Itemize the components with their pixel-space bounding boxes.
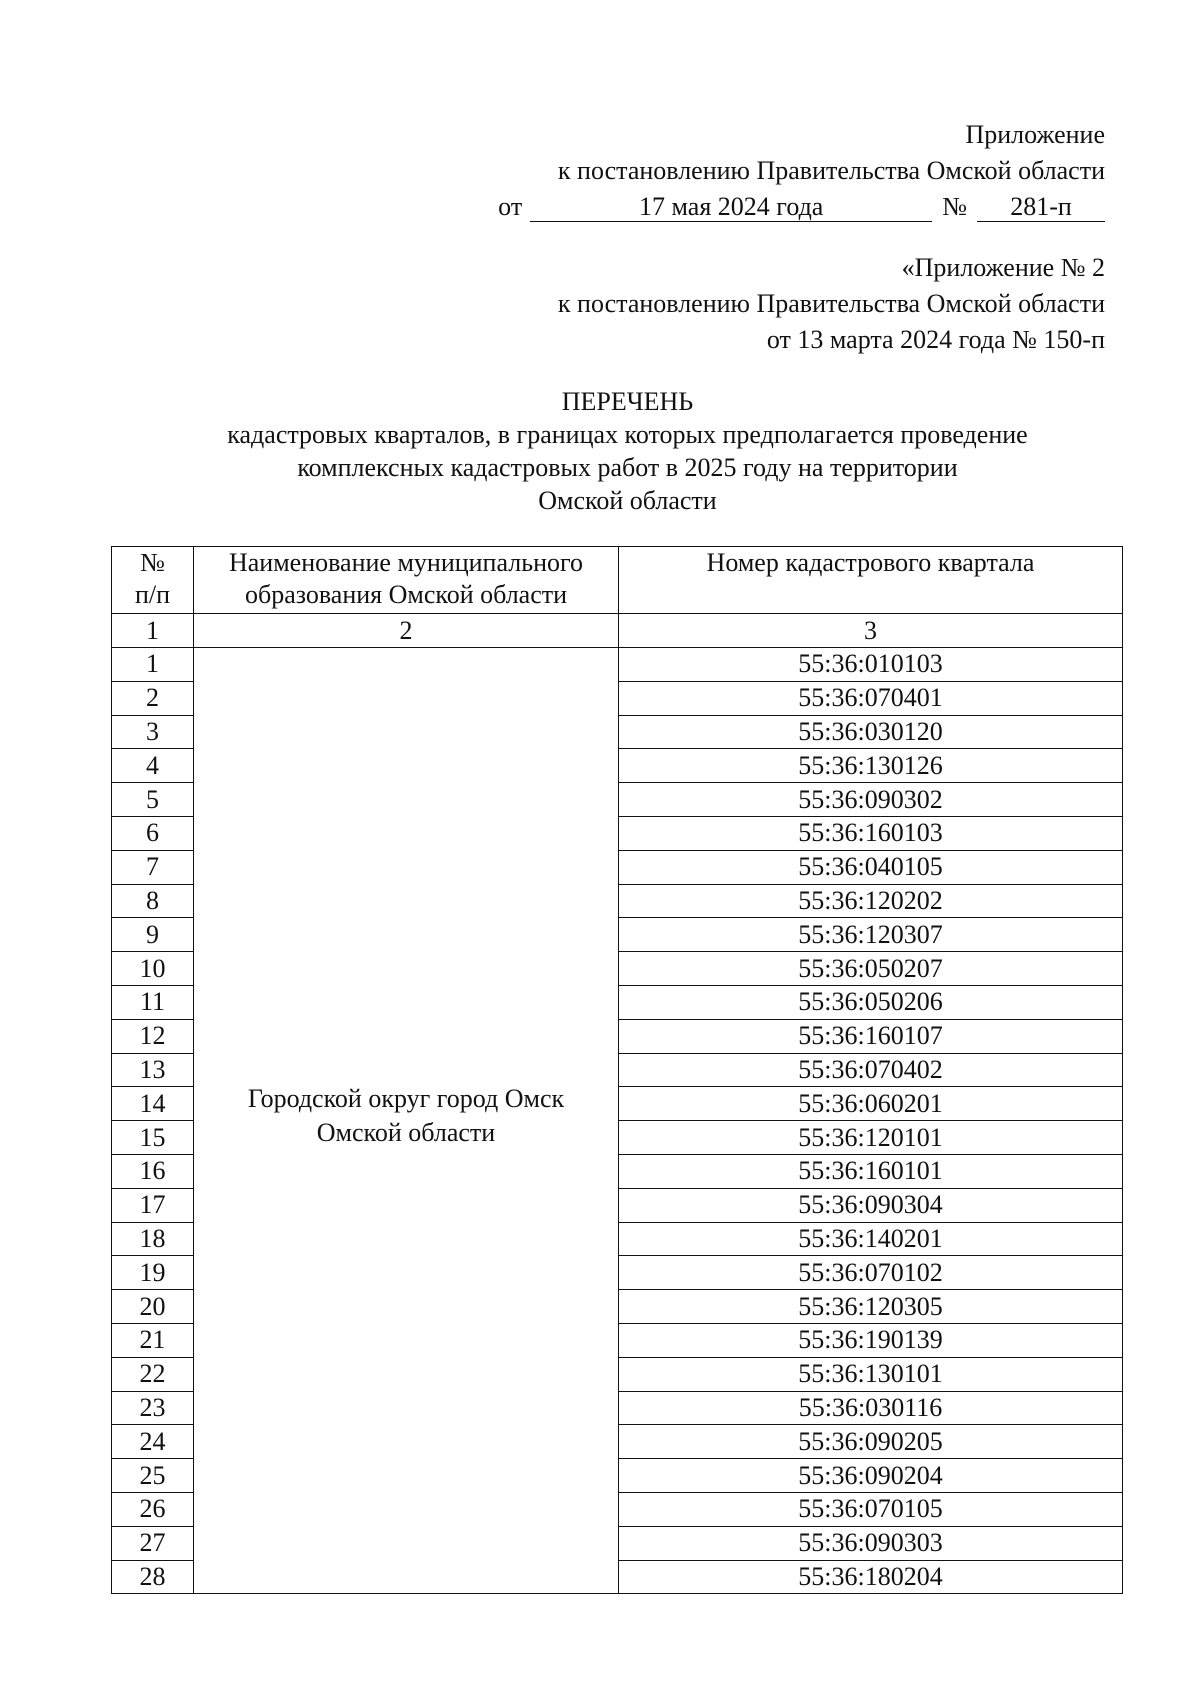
header-number: № п/п	[112, 547, 194, 614]
table-body	[112, 648, 1123, 1594]
header-municipality: Наименование муниципального образования Омской области	[194, 547, 619, 614]
decree-number: 281-п	[977, 193, 1105, 222]
cadastral-number: 55:36:030116	[619, 1391, 1123, 1425]
header-cadastral-number: Номер кадастрового квартала	[619, 547, 1123, 614]
row-number: 15	[112, 1121, 194, 1155]
title-heading: ПЕРЕЧЕНЬ	[561, 387, 694, 416]
table-header-row	[112, 547, 1123, 614]
cadastral-number: 55:36:060201	[619, 1087, 1123, 1121]
row-number: 2	[112, 681, 194, 715]
row-number: 4	[112, 749, 194, 783]
row-number: 22	[112, 1357, 194, 1391]
row-number: 24	[112, 1425, 194, 1459]
row-number: 13	[112, 1053, 194, 1087]
cadastral-number: 55:36:130101	[619, 1357, 1123, 1391]
title-line-1: кадастровых кварталов, в границах которых предполагается проведение	[227, 420, 1028, 449]
row-number: 10	[112, 952, 194, 986]
row-number: 20	[112, 1290, 194, 1324]
from-prefix: от	[498, 192, 523, 221]
row-number: 8	[112, 884, 194, 918]
cadastral-number: 55:36:050206	[619, 985, 1123, 1019]
municipality-line-1: Городской округ город Омск	[247, 1083, 565, 1113]
amended-appendix-decree-line: к постановлению Правительства Омской области	[557, 289, 1105, 318]
cadastral-number: 55:36:130126	[619, 749, 1123, 783]
row-number: 26	[112, 1492, 194, 1526]
row-number: 12	[112, 1019, 194, 1053]
cadastral-number: 55:36:120101	[619, 1121, 1123, 1155]
cadastral-number: 55:36:180204	[619, 1560, 1123, 1594]
column-number-1: 1	[112, 614, 194, 648]
row-number: 27	[112, 1526, 194, 1560]
municipality-cell	[194, 648, 619, 1594]
cadastral-number: 55:36:010103	[619, 648, 1123, 682]
cadastral-quarters-table	[111, 546, 1123, 1594]
appendix-header	[498, 117, 1105, 225]
cadastral-number: 55:36:090204	[619, 1459, 1123, 1493]
cadastral-number: 55:36:140201	[619, 1222, 1123, 1256]
row-number: 23	[112, 1391, 194, 1425]
row-number: 3	[112, 715, 194, 749]
cadastral-number: 55:36:030120	[619, 715, 1123, 749]
cadastral-number: 55:36:090303	[619, 1526, 1123, 1560]
document-title	[0, 385, 1200, 517]
row-number: 5	[112, 783, 194, 817]
municipality-line-2: Омской области	[316, 1117, 496, 1147]
row-number: 28	[112, 1560, 194, 1594]
cadastral-number: 55:36:050207	[619, 952, 1123, 986]
row-number: 21	[112, 1323, 194, 1357]
cadastral-number: 55:36:120202	[619, 884, 1123, 918]
number-sign: №	[942, 192, 967, 221]
row-number: 18	[112, 1222, 194, 1256]
cadastral-number: 55:36:120307	[619, 918, 1123, 952]
cadastral-number: 55:36:160107	[619, 1019, 1123, 1053]
cadastral-number: 55:36:190139	[619, 1323, 1123, 1357]
row-number: 14	[112, 1087, 194, 1121]
row-number: 16	[112, 1154, 194, 1188]
amended-appendix-title: «Приложение № 2	[901, 253, 1105, 282]
column-number-2: 2	[194, 614, 619, 648]
row-number: 7	[112, 850, 194, 884]
cadastral-number: 55:36:090205	[619, 1425, 1123, 1459]
appendix-date-number-line	[498, 189, 1105, 225]
column-numbers-row	[112, 614, 1123, 648]
cadastral-number: 55:36:070401	[619, 681, 1123, 715]
cadastral-number: 55:36:160103	[619, 816, 1123, 850]
cadastral-number: 55:36:090302	[619, 783, 1123, 817]
row-number: 1	[112, 648, 194, 682]
amended-appendix-header	[558, 250, 1105, 358]
cadastral-number: 55:36:120305	[619, 1290, 1123, 1324]
row-number: 6	[112, 816, 194, 850]
decree-date: 17 мая 2024 года	[530, 193, 932, 222]
appendix-title: Приложение	[965, 120, 1105, 149]
cadastral-number: 55:36:160101	[619, 1154, 1123, 1188]
cadastral-number: 55:36:070402	[619, 1053, 1123, 1087]
cadastral-number: 55:36:090304	[619, 1188, 1123, 1222]
row-number: 19	[112, 1256, 194, 1290]
row-number: 17	[112, 1188, 194, 1222]
appendix-decree-line: к постановлению Правительства Омской области	[557, 156, 1105, 185]
amended-appendix-date-line: от 13 марта 2024 года № 150-п	[766, 325, 1105, 354]
table-row	[112, 648, 1123, 682]
cadastral-number: 55:36:070105	[619, 1492, 1123, 1526]
title-line-2: комплексных кадастровых работ в 2025 году на территории	[297, 453, 958, 482]
row-number: 11	[112, 985, 194, 1019]
title-line-3: Омской области	[538, 486, 717, 515]
column-number-3: 3	[619, 614, 1123, 648]
cadastral-number: 55:36:040105	[619, 850, 1123, 884]
row-number: 25	[112, 1459, 194, 1493]
cadastral-number: 55:36:070102	[619, 1256, 1123, 1290]
row-number: 9	[112, 918, 194, 952]
